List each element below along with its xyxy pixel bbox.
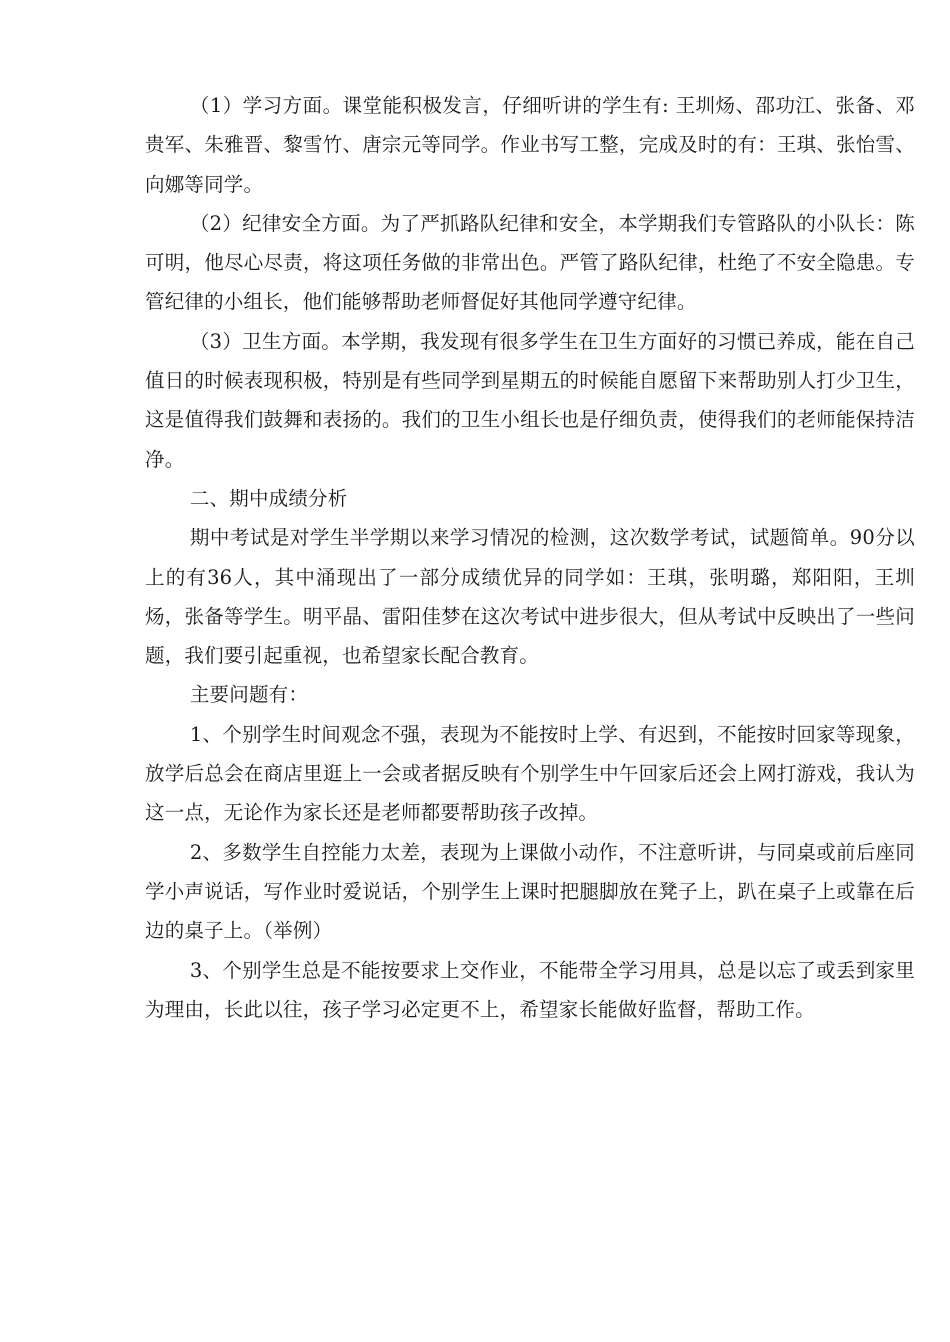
problem-item-1: 1、个别学生时间观念不强，表现为不能按时上学、有迟到，不能按时回家等现象，放学后总会在商店里逛上一会或者据反映有个别学生中午回家后还会上网打游戏，我认为这一点，无论作为家长还是老师都要帮助孩子改掉。	[145, 722, 915, 825]
section-heading-midterm: 二、期中成绩分析	[189, 486, 348, 510]
document-body	[145, 86, 915, 1029]
problem-item-2: 2、多数学生自控能力太差，表现为上课做小动作，不注意听讲，与同桌或前后座同学小声说话，写作业时爱说话，个别学生上课时把腿脚放在凳子上，趴在桌子上或靠在后边的桌子上。（举例）	[145, 840, 915, 943]
paragraph-midterm-analysis: 期中考试是对学生半学期以来学习情况的检测，这次数学考试，试题简单。90分以上的有36人，其中涌现出了一部分成绩优异的同学如：王琪，张明璐，郑阳阳，王圳炀，张备等学生。明平晶、雷阳佳梦在这次考试中进步很大，但从考试中反映出了一些问题，我们要引起重视，也希望家长配合教育。	[145, 526, 915, 668]
paragraph-discipline: （2）纪律安全方面。为了严抓路队纪律和安全，本学期我们专管路队的小队长：陈可明，他尽心尽责，将这项任务做的非常出色。严管了路队纪律，杜绝了不安全隐患。专管纪律的小组长，他们能够帮助老师督促好其他同学遵守纪律。	[145, 211, 915, 314]
problems-heading: 主要问题有：	[189, 683, 309, 707]
paragraph-study: （1）学习方面。课堂能积极发言，仔细听讲的学生有: 王圳炀、邵功江、张备、邓贵军、朱雅晋、黎雪竹、唐宗元等同学。作业书写工整，完成及时的有：王琪、张怡雪、向娜等同学。	[145, 94, 915, 196]
paragraph-hygiene: （3）卫生方面。本学期，我发现有很多学生在卫生方面好的习惯已养成，能在自己值日的时候表现积极，特别是有些同学到星期五的时候能自愿留下来帮助别人打少卫生，这是值得我们鼓舞和表扬的。我们的卫生小组长也是仔细负责，使得我们的老师能保持洁净。	[145, 329, 915, 471]
problem-item-3: 3、个别学生总是不能按要求上交作业，不能带全学习用具，总是以忘了或丢到家里为理由，长此以往，孩子学习必定更不上，希望家长能做好监督，帮助工作。	[145, 958, 915, 1021]
